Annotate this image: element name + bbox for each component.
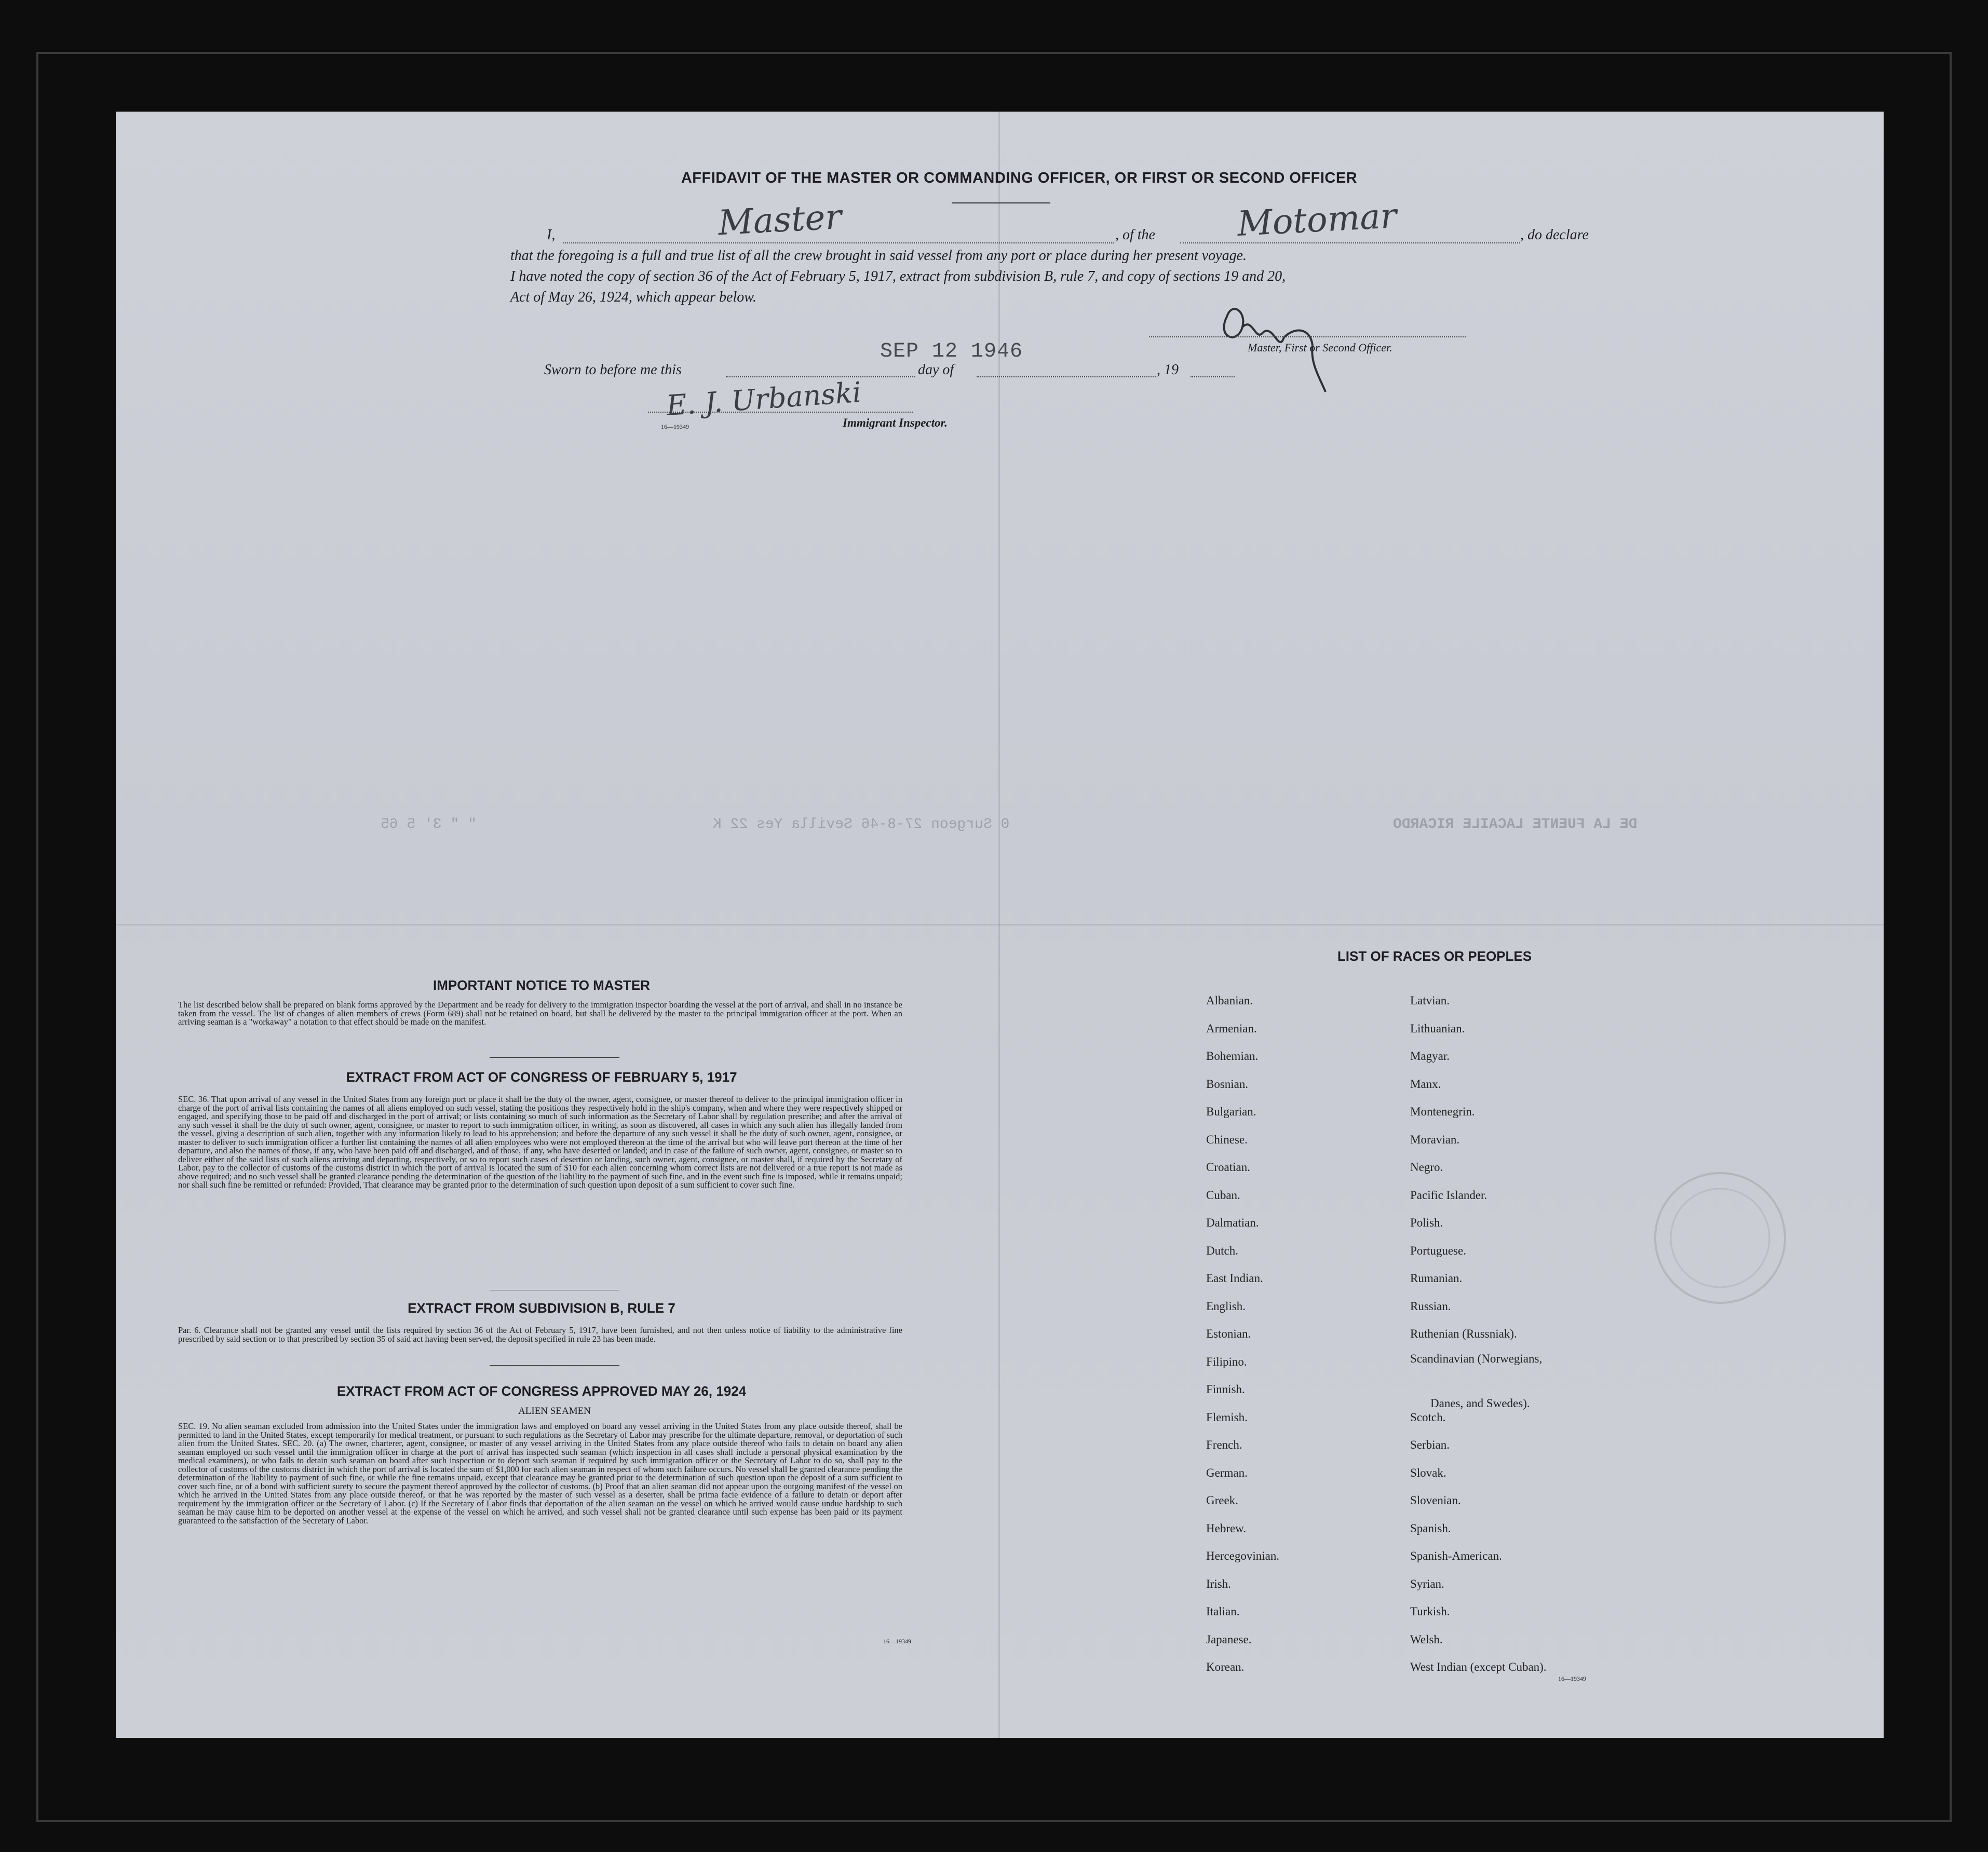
vessel-handwritten: Motomar bbox=[1236, 196, 1398, 244]
affidavit-body-line4: Act of May 26, 1924, which appear below. bbox=[510, 289, 756, 305]
bleed-through-right: DE LA FUENTE LACAILE RICARDO bbox=[1393, 816, 1638, 833]
inspector-caption: Immigrant Inspector. bbox=[843, 416, 948, 429]
race-item: Danes, and Swedes). bbox=[1430, 1397, 1530, 1410]
important-notice-title: IMPORTANT NOTICE TO MASTER bbox=[433, 977, 650, 993]
race-item: Magyar. bbox=[1410, 1050, 1450, 1063]
sworn-year-line bbox=[1191, 376, 1235, 377]
race-item: Spanish. bbox=[1410, 1521, 1451, 1535]
race-item: Hercegovinian. bbox=[1206, 1549, 1280, 1562]
inspector-line bbox=[648, 412, 913, 413]
sworn-month-line bbox=[977, 376, 1156, 377]
race-item: Russian. bbox=[1410, 1299, 1451, 1313]
race-item: Rumanian. bbox=[1410, 1272, 1463, 1285]
race-item: German. bbox=[1206, 1466, 1248, 1479]
races-title: LIST OF RACES OR PEOPLES bbox=[1337, 948, 1532, 964]
race-item: Dalmatian. bbox=[1206, 1216, 1259, 1229]
race-item: Latvian. bbox=[1410, 994, 1450, 1007]
race-item: Bosnian. bbox=[1206, 1077, 1249, 1091]
race-item: Montenegrin. bbox=[1410, 1105, 1475, 1118]
race-item: Filipino. bbox=[1206, 1355, 1247, 1368]
race-item: Scotch. bbox=[1410, 1410, 1446, 1424]
race-item: West Indian (except Cuban). bbox=[1410, 1660, 1547, 1673]
race-item: Italian. bbox=[1206, 1605, 1240, 1618]
race-item: Lithuanian. bbox=[1410, 1022, 1465, 1035]
notice-form-number: 16—19349 bbox=[883, 1638, 911, 1645]
sworn-year: , 19 bbox=[1157, 362, 1179, 378]
sworn-day-line bbox=[726, 376, 915, 377]
race-item: East Indian. bbox=[1206, 1272, 1263, 1285]
document-sheet bbox=[116, 112, 1884, 1738]
race-item: Bulgarian. bbox=[1206, 1105, 1256, 1118]
race-item: Finnish. bbox=[1206, 1383, 1245, 1396]
affidavit-body-line2: that the foregoing is a full and true list of all the crew brought in said vessel from any port or place during her present voyage. bbox=[510, 248, 1247, 264]
race-item: Polish. bbox=[1410, 1216, 1443, 1229]
affidavit-line-i: I, bbox=[547, 227, 556, 243]
signature-caption: Master, First or Second Officer. bbox=[1248, 341, 1392, 354]
affidavit-of-the: , of the bbox=[1115, 227, 1155, 243]
race-item: Armenian. bbox=[1206, 1022, 1257, 1035]
race-item: French. bbox=[1206, 1438, 1242, 1451]
affidavit-body-line3: I have noted the copy of section 36 of the Act of February 5, 1917, extract from subdivision B, rule 7, and copy of sections 19 and 20, bbox=[510, 268, 1286, 284]
master-fill-line bbox=[563, 242, 1114, 243]
inspector-signature: E. J. Urbanski bbox=[665, 375, 862, 423]
race-item: Welsh. bbox=[1410, 1632, 1443, 1646]
bleed-through-middle: 0 Surgeon 27-8-46 Sevilla Yes 22 K bbox=[713, 816, 1010, 833]
notice-rule-3 bbox=[490, 1365, 619, 1366]
race-item: Hebrew. bbox=[1206, 1521, 1247, 1535]
vessel-fill-line bbox=[1180, 242, 1520, 243]
race-item: English. bbox=[1206, 1299, 1246, 1313]
signature-line bbox=[1149, 336, 1466, 337]
race-item: Cuban. bbox=[1206, 1188, 1240, 1202]
notice-rule-1 bbox=[490, 1057, 619, 1058]
race-item: Scandinavian (Norwegians, bbox=[1410, 1352, 1543, 1365]
races-form-number: 16—19349 bbox=[1558, 1675, 1586, 1682]
bleed-through-left: " " 3' 5 65 bbox=[381, 816, 477, 833]
title-rule bbox=[952, 202, 1050, 203]
race-item: Slovak. bbox=[1410, 1466, 1446, 1479]
affidavit-do-declare: , do declare bbox=[1520, 227, 1589, 243]
important-notice-text: The list described below shall be prepared on blank forms approved by the Department and be ready for delivery to the immigration inspector boarding the vessel at the port of arrival, and shall in no instance be taken from the vessel. The list of changes of alien members of crews (Form 689) shall not be retained on board, but shall be delivered by the master to the principal immigration officer at the port. When an arriving seaman is a "workaway" a notation to that effect should be made on the manifest. bbox=[178, 1000, 902, 1027]
fold-line-horizontal bbox=[116, 924, 1884, 925]
race-item: Bohemian. bbox=[1206, 1050, 1259, 1063]
race-item: Serbian. bbox=[1410, 1438, 1450, 1451]
extract-1924-text: SEC. 19. No alien seaman excluded from admission into the United States under the immigration laws and employed on board any vessel arriving in the United States from any place outside thereof, shall be permitted to land in the United States, except temporarily for medical treatment, or pursuant to such regulations as the Secretary of Labor may prescribe for the ultimate departure, removal, or deportation of such alien from the United States. SEC. 20. (a) The owner, charterer, agent, consignee, or master of any vessel arriving in the United States from any place outside thereof who fails to detain on board any alien seaman employed on such vessel until the immigration officer in charge at the port of arrival has inspected such seaman (which inspection in all cases shall include a personal physical examination by the medical examiners), or who fails to detain such seaman on board after such inspection or to deport such seaman if required by such immigration officer or the Secretary of Labor to do so, shall pay to the collector of customs of the customs district in which the port of arrival is located the sum of $1,000 for each alien seaman in respect of whom such failure occurs. No vessel shall be granted clearance pending the determination of the liability to payment of such fine, or while the fine remains unpaid, except that clearance may be granted prior to the determination of such question upon the deposit of a sum sufficient to cover such fine, or of a bond with sufficient surety to secure the payment thereof approved by the collector of customs. (b) Proof that an alien seaman did not appear upon the outgoing manifest of the vessel on which he arrived in the United States from any place outside thereof, or that he was reported by the master of such vessel as a deserter, shall be prima facie evidence of a failure to detain or deport after requirement by the immigration officer or the Secretary of Labor. (c) If the Secretary of Labor finds that deportation of the alien seaman on the vessel on which he arrived would cause undue hardship to such seaman he may cause him to be deported on another vessel at the expense of the vessel on which he arrived, and such vessel shall not be granted clearance until such expense has been paid or its payment guaranteed to the satisfaction of the Secretary of Labor. bbox=[178, 1421, 902, 1526]
race-item: Portuguese. bbox=[1410, 1244, 1466, 1257]
race-item: Croatian. bbox=[1206, 1161, 1250, 1174]
race-item: Flemish. bbox=[1206, 1410, 1248, 1424]
embossed-seal bbox=[1647, 1165, 1793, 1311]
race-item: Negro. bbox=[1410, 1161, 1443, 1174]
race-item: Albanian. bbox=[1206, 994, 1253, 1007]
race-item: Pacific Islander. bbox=[1410, 1188, 1487, 1202]
race-item: Chinese. bbox=[1206, 1133, 1248, 1146]
master-handwritten: Master bbox=[717, 196, 843, 243]
race-item: Dutch. bbox=[1206, 1244, 1238, 1257]
extract-rule7-title: EXTRACT FROM SUBDIVISION B, RULE 7 bbox=[408, 1300, 675, 1316]
affidavit-form-number: 16—19349 bbox=[661, 423, 689, 430]
extract-1924-subtitle: ALIEN SEAMEN bbox=[518, 1406, 591, 1417]
race-item: Manx. bbox=[1410, 1077, 1441, 1091]
sworn-prefix: Sworn to before me this bbox=[544, 362, 682, 378]
extract-1917-text: SEC. 36. That upon arrival of any vessel in the United States from any foreign port or place it shall be the duty of the owner, agent, consignee, or master thereof to deliver to the principal immigration officer in charge of the port of arrival lists containing the names of all aliens employed on such vessel, stating the positions they respectively hold in the ship's company, when and where they were respectively shipped or engaged, and specifying those to be paid off and discharged in the port of arrival; or lists containing so much of such information as the Secretary of Labor shall by regulation prescribe; and after the arrival of any such vessel it shall be the duty of such owner, agent, consignee, or master to report to such immigration officer, in writing, as soon as discovered, all cases in which any such alien has illegally landed from the vessel, giving a description of such alien, together with any information likely to lead to his apprehension; and before the departure of any such vessel it shall be the duty of such owner, agent, consignee, or master to deliver to such immigration officer a further list containing the names of all alien employees who were not employed thereon at the time of the arrival but who will leave port thereon at the time of her departure, and also the names of those, if any, who have been paid off and discharged, and of those, if any, who have deserted or landed; and in case of the failure of such owner, agent, consignee, or master so to deliver either of the said lists of such aliens arriving and departing, respectively, or so to report such cases of desertion or landing, such owner, agent, consignee, or master shall, if required by the Secretary of Labor, pay to the collector of customs of the customs district in which the port of arrival is located the sum of $10 for each alien concerning whom correct lists are not delivered or a true report is not made as above required; and no such vessel shall be granted clearance pending the determination of the question of the liability to the payment of such fine, and in the event such fine is imposed, while it remains unpaid; nor shall such fine be remitted or refunded: Provided, That clearance may be granted prior to the determination of such question upon deposit of a sum sufficient to cover such fine. bbox=[178, 1094, 902, 1190]
race-item: Japanese. bbox=[1206, 1632, 1252, 1646]
race-item: Greek. bbox=[1206, 1494, 1238, 1507]
race-item: Slovenian. bbox=[1410, 1494, 1461, 1507]
sworn-day-of: day of bbox=[918, 362, 954, 378]
date-stamp: SEP 12 1946 bbox=[880, 340, 1023, 363]
race-item: Estonian. bbox=[1206, 1327, 1251, 1340]
race-item: Korean. bbox=[1206, 1660, 1245, 1673]
extract-1924-title: EXTRACT FROM ACT OF CONGRESS APPROVED MAY 26, 1924 bbox=[336, 1383, 747, 1399]
extract-1917-title: EXTRACT FROM ACT OF CONGRESS OF FEBRUARY 5, 1917 bbox=[346, 1069, 737, 1085]
race-item: Spanish-American. bbox=[1410, 1549, 1502, 1562]
race-item: Ruthenian (Russniak). bbox=[1410, 1327, 1517, 1340]
race-item: Irish. bbox=[1206, 1577, 1231, 1590]
race-item: Turkish. bbox=[1410, 1605, 1450, 1618]
extract-rule7-text: Par. 6. Clearance shall not be granted any vessel until the lists required by section 36 of the Act of February 5, 1917, have been furnished, and not then unless notice of liability to the administrative fine prescribed by said section or to that prescribed by section 35 of said act having been served, the deposit specified in rule 23 has been made. bbox=[178, 1325, 902, 1344]
race-item: Moravian. bbox=[1410, 1133, 1460, 1146]
race-item: Syrian. bbox=[1410, 1577, 1444, 1590]
affidavit-title: AFFIDAVIT OF THE MASTER OR COMMANDING OFFICER, OR FIRST OR SECOND OFFICER bbox=[681, 170, 1358, 186]
